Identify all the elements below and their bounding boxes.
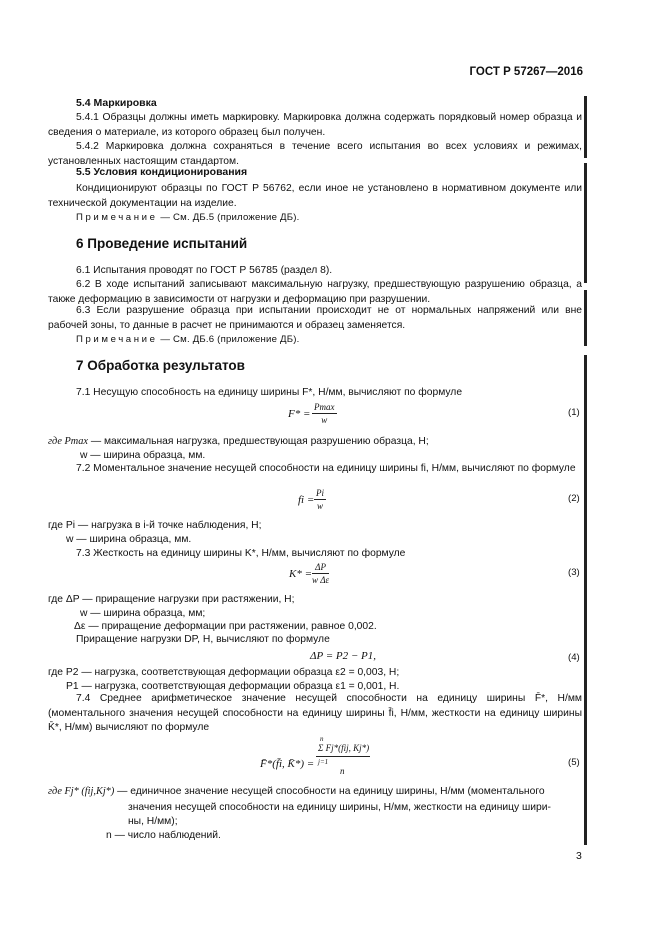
where-pi: где Pi — нагрузка в i-й точке наблюдения, Н;: [48, 520, 262, 531]
where-p2: где P2 — нагрузка, соответствующая деформации образца ε2 = 0,003, Н;: [48, 667, 400, 678]
eq1-lhs: F* =: [288, 408, 311, 420]
eq5-sum-top: n: [320, 735, 324, 743]
where-fj: где Fj* (fij,Kj*) — единичное значение несущей способности на единицу ширины, Н/мм (моментального: [48, 786, 545, 797]
paragraph-7-3-b: Приращение нагрузки DP, Н, вычисляют по формуле: [76, 634, 330, 645]
eq5-numerator: Σ Fj*(fij, Kj*): [318, 743, 370, 753]
eq2-number: (2): [568, 493, 580, 504]
where-delta-p: где ΔP — приращение нагрузки при растяжении, Н;: [48, 594, 295, 605]
note-1: Примечание — См. ДБ.5 (приложение ДБ).: [76, 212, 300, 223]
eq1-number: (1): [568, 407, 580, 418]
eq4-number: (4): [568, 652, 580, 663]
where-w-3: w — ширина образца, мм;: [80, 608, 206, 619]
where-delta-eps: Δε — приращение деформации при растяжении, равное 0,002.: [74, 621, 377, 632]
revision-bar: [584, 163, 587, 283]
section-5-4-title: 5.4 Маркировка: [76, 97, 157, 109]
page-number: 3: [576, 850, 582, 862]
paragraph-5-4-1: 5.4.1 Образцы должны иметь маркировку. Маркировка должна содержать порядковый номер образца и сведения о материале, из которого образец был получен.: [48, 112, 582, 138]
eq5-fraction-bar: [316, 756, 370, 757]
section-7-title: 7 Обработка результатов: [76, 358, 245, 373]
where-n: n — число наблюдений.: [106, 830, 221, 841]
note-2: Примечание — См. ДБ.6 (приложение ДБ).: [76, 334, 300, 345]
where-pmax: где Pmax — максимальная нагрузка, предшествующая разрушению образца, Н;: [48, 436, 429, 447]
paragraph-5-5: Кондиционируют образцы по ГОСТ Р 56762, если иное не установлено в нормативном документе или технической документации на изделие.: [48, 183, 582, 209]
where-fj-cont-2: ны, Н/мм);: [128, 816, 178, 827]
paragraph-6-1: 6.1 Испытания проводят по ГОСТ Р 56785 (раздел 8).: [76, 265, 333, 276]
eq2-fraction: $\frac{Pi}{w}$: [316, 488, 324, 511]
eq5-number: (5): [568, 757, 580, 768]
paragraph-7-4: 7.4 Среднее арифметическое значение несущей способности на единицу ширины F̄*, Н/мм (моментального значения несущей способности на единицу ширины f̄i, Н/мм, жесткости на единицу ширины K̄*, Н/мм) вычисляют по формуле: [48, 693, 582, 734]
eq4-formula: ΔP = P2 − P1,: [310, 650, 377, 662]
revision-bar: [584, 355, 587, 845]
revision-bar: [584, 290, 587, 346]
where-p1: P1 — нагрузка, соответствующая деформации образца ε1 = 0,001, Н.: [66, 681, 400, 692]
eq5-denominator: n: [340, 766, 345, 776]
eq5-sum-bottom: j=1: [318, 758, 329, 766]
eq1-fraction: Pmax w: [314, 402, 335, 425]
revision-bar: [584, 96, 587, 158]
eq3-lhs: K* =: [289, 568, 313, 580]
paragraph-7-2: 7.2 Моментальное значение несущей способности на единицу ширины fi, Н/мм, вычисляют по формуле: [76, 463, 576, 474]
where-fj-cont-1: значения несущей способности на единицу ширины, Н/мм, жесткости на единицу шири-: [128, 802, 551, 813]
eq3-fraction: $\frac{\Delta P}{\text{w Δε}}$: [312, 562, 330, 585]
paragraph-7-1: 7.1 Несущую способность на единицу ширины F*, Н/мм, вычисляют по формуле: [76, 387, 463, 398]
section-5-5-title: 5.5 Условия кондиционирования: [76, 166, 248, 178]
where-w-1: w — ширина образца, мм.: [80, 450, 206, 461]
paragraph-6-3: 6.3 Если разрушение образца при испытании происходит не от нормальных напряжений или вне рабочей зоны, то данные в расчет не принимаются и образец заменяется.: [48, 305, 582, 331]
where-w-2: w — ширина образца, мм.: [66, 534, 192, 545]
paragraph-5-4-2: 5.4.2 Маркировка должна сохраняться в течение всего испытания во всех условиях и режимах, установленных настоящим стандартом.: [48, 141, 582, 167]
paragraph-7-3: 7.3 Жесткость на единицу ширины K*, Н/мм, вычисляют по формуле: [76, 548, 406, 559]
section-6-title: 6 Проведение испытаний: [76, 236, 248, 251]
eq3-number: (3): [568, 567, 580, 578]
eq5-lhs: F̄*(f̄i, K̄*) =: [260, 758, 315, 770]
eq2-lhs: fi =: [298, 494, 315, 506]
document-header: ГОСТ Р 57267—2016: [469, 66, 583, 78]
paragraph-6-2: 6.2 В ходе испытаний записывают максимальную нагрузку, предшествующую разрушению образца, а также деформацию в зависимости от нагрузки и деформацию при разрушении.: [48, 279, 582, 305]
